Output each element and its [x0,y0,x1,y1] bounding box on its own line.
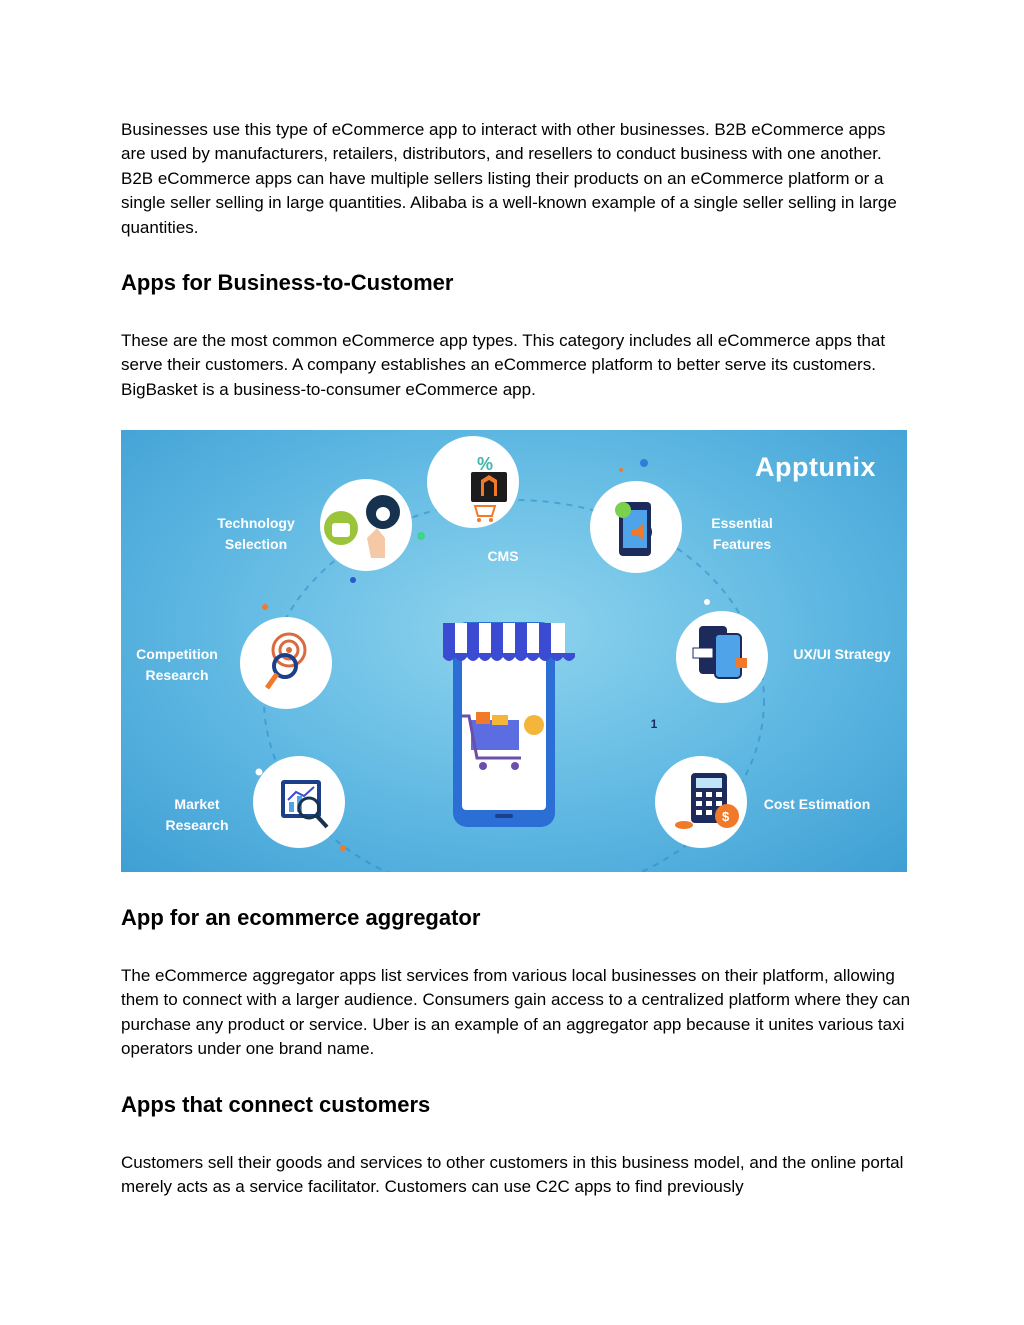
label-market-research: Market Research [165,796,229,833]
phone-speaker-icon [615,502,651,556]
svg-text:%: % [477,454,494,474]
paragraph-b2c: These are the most common eCommerce app types. This category includes all eCommerce apps that serve their customers. A company establishes an eCommerce platform to better serve its customers. BigBasket is a business-to-consumer eCommerce app. [121,331,886,399]
heading-c2c: Apps that connect customers [121,1092,431,1117]
ux-devices-icon [693,626,747,678]
label-essential-features: Essential Features [711,515,773,552]
phone-icon [443,622,575,827]
paragraph-c2c: Customers sell their goods and services to other customers in this business model, and the online portal merely acts as a service facilitator. Customers can use C2C apps to find previously [121,1153,904,1197]
apptunix-logo: Apptunix [755,452,876,482]
heading-aggregator: App for an ecommerce aggregator [121,905,481,930]
label-technology-selection: Technology Selection [217,515,295,552]
label-competition-research: Competition Research [136,646,218,683]
heading-b2c: Apps for Business-to-Customer [121,270,454,295]
label-cms: CMS [487,548,519,564]
ecommerce-infographic [121,430,907,872]
paragraph-aggregator: The eCommerce aggregator apps list services from various local businesses on their platform, allowing them to connect with a larger audience. Consumers gain access to a centralized platform where they can purchase any product or service. Uber is an example of an aggregator app because it unites various taxi operators under one brand name. [121,966,911,1059]
svg-text:$: $ [722,809,730,824]
label-cost-estimation: Cost Estimation [763,796,871,812]
cart-badge: 1 [650,717,658,731]
label-ux-ui-strategy: UX/UI Strategy [793,646,891,662]
paragraph-b2b: Businesses use this type of eCommerce app to interact with other businesses. B2B eCommerce apps are used by manufacturers, retailers, distributors, and resellers to conduct business with one another. B2B eCommerce apps can have multiple sellers listing their products on an eCommerce platform or a single seller selling in large quantities. Alibaba is a well-known example of a single seller selling in large quantities. [121,120,897,237]
